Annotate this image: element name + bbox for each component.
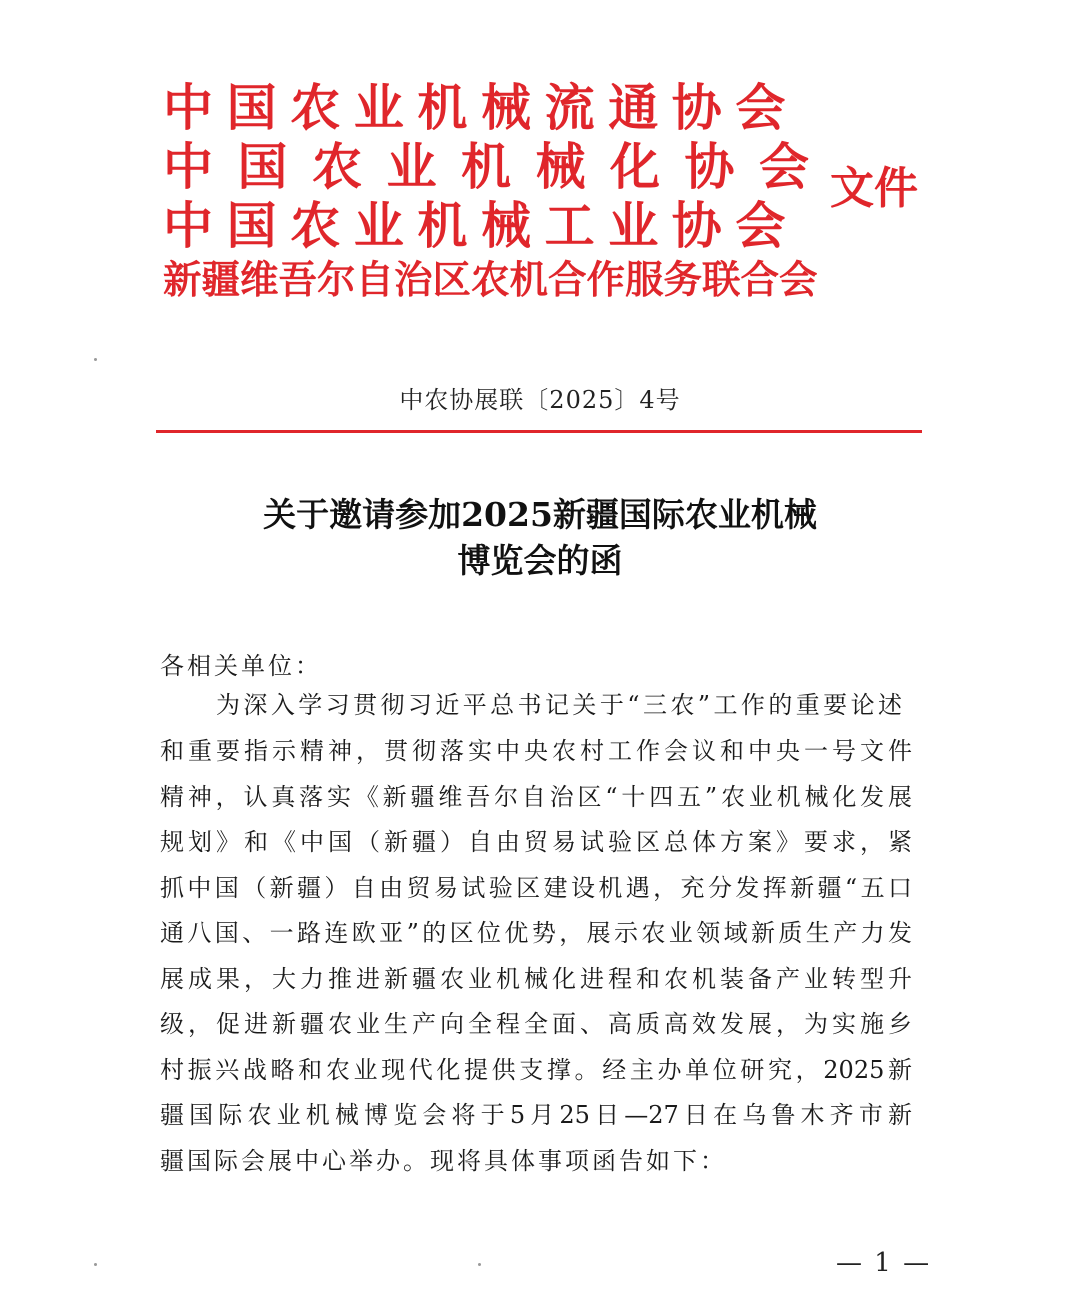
scan-speck [94, 1263, 97, 1266]
body-line: 村振兴战略和农业现代化提供支撑。经主办单位研究，2025新 [160, 1056, 912, 1084]
document-title-line-1: 关于邀请参加2025新疆国际农业机械 [263, 495, 817, 534]
body-line: 级，促进新疆农业生产向全程全面、高质高效发展，为实施乡 [160, 1010, 912, 1038]
issuer-name-4: 新疆维吾尔自治区农机合作服务联合会 [163, 258, 818, 303]
document-title-line-2: 博览会的函 [457, 541, 623, 580]
body-line: 展成果，大力推进新疆农业机械化进程和农机装备产业转型升 [160, 965, 912, 993]
body-line: 抓中国（新疆）自由贸易试验区建设机遇，充分发挥新疆“五口 [160, 874, 912, 902]
body-line: 为深入学习贯彻习近平总书记关于“三农”工作的重要论述 [216, 691, 902, 719]
body-line: 和重要指示精神，贯彻落实中央农村工作会议和中央一号文件 [160, 737, 912, 765]
file-label: 文件 [830, 163, 918, 214]
page-number: — 1 — [836, 1248, 932, 1278]
body-line: 疆国际会展中心举办。现将具体事项函告如下： [160, 1147, 727, 1175]
body-line: 通八国、一路连欧亚”的区位优势，展示农业领域新质生产力发 [160, 919, 912, 947]
issuer-name-2: 中国农业机械化协会 [163, 138, 834, 196]
scan-speck [478, 1263, 481, 1266]
issuer-name-3: 中国农业机械工业协会 [163, 197, 799, 255]
red-divider-line [156, 430, 922, 433]
body-line: 规划》和《中国（新疆）自由贸易试验区总体方案》要求，紧 [160, 828, 912, 856]
salutation: 各相关单位： [160, 652, 322, 680]
document-number: 中农协展联〔2025〕4号 [399, 386, 681, 414]
issuer-name-1: 中国农业机械流通协会 [163, 79, 799, 137]
body-line: 精神，认真落实《新疆维吾尔自治区“十四五”农业机械化发展 [160, 783, 912, 811]
body-line: 疆国际农业机械博览会将于5月25日—27日在乌鲁木齐市新 [160, 1101, 912, 1129]
scan-speck [94, 358, 97, 361]
